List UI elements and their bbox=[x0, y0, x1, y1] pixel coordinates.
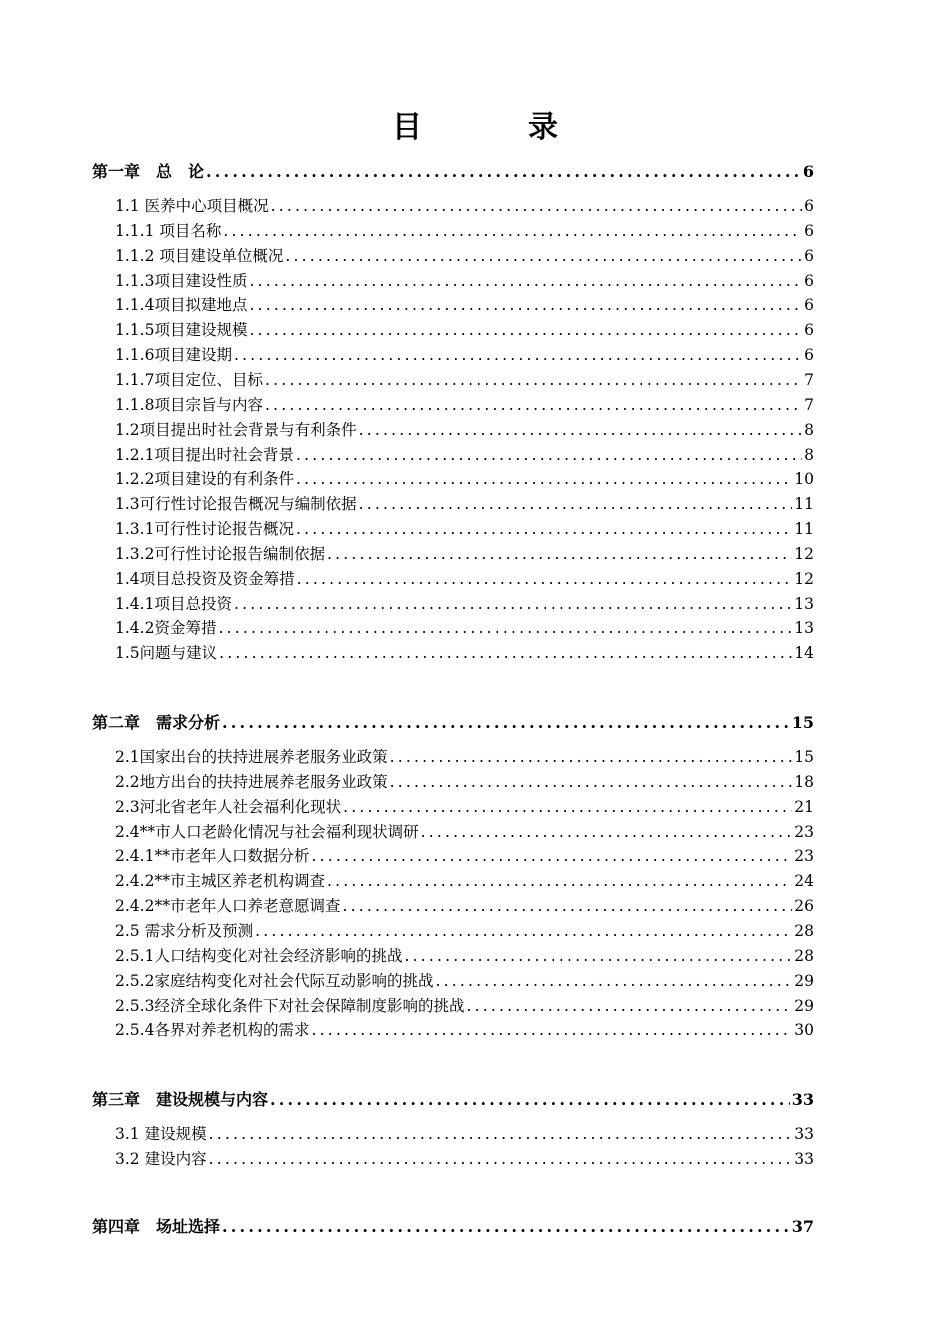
toc-chapter-entry[interactable] bbox=[92, 160, 814, 184]
toc-section-entry[interactable] bbox=[115, 592, 814, 616]
dot-leader bbox=[222, 1215, 790, 1239]
toc-section-entry[interactable] bbox=[115, 844, 814, 868]
toc-page-number: 8 bbox=[804, 445, 814, 464]
toc-entry-label: 1.1.3项目建设性质 bbox=[115, 271, 248, 290]
toc-section-entry[interactable] bbox=[115, 944, 814, 968]
toc-entry-label: 3.1 建设规模 bbox=[115, 1125, 207, 1143]
toc-section-entry[interactable] bbox=[115, 969, 814, 993]
toc-page-number: 29 bbox=[794, 996, 814, 1015]
toc-section-entry[interactable] bbox=[115, 795, 814, 819]
dot-leader bbox=[249, 318, 802, 342]
dot-leader bbox=[285, 244, 802, 268]
toc-page-number: 12 bbox=[794, 544, 814, 563]
toc-entry-label: 第三章 建设规模与内容 bbox=[92, 1090, 269, 1109]
toc-entry-label: 2.5.4各界对养老机构的需求 bbox=[115, 1021, 310, 1040]
toc-section-entry[interactable] bbox=[115, 368, 814, 392]
dot-leader bbox=[271, 194, 803, 218]
toc-page-number: 6 bbox=[804, 271, 814, 290]
toc-entry-label: 2.4.2**市主城区养老机构调查 bbox=[115, 872, 325, 891]
toc-section-entry[interactable] bbox=[115, 343, 814, 367]
dot-leader bbox=[265, 368, 802, 392]
toc-section-entry[interactable] bbox=[115, 1018, 814, 1042]
toc-entry-label: 1.3可行性讨论报告概况与编制依据 bbox=[115, 495, 357, 514]
dot-leader bbox=[219, 641, 792, 665]
toc-page-number: 29 bbox=[794, 971, 814, 990]
toc-chapter-entry[interactable] bbox=[92, 1215, 814, 1239]
toc-entry-label: 1.1.6项目建设期 bbox=[115, 346, 232, 365]
dot-leader bbox=[222, 711, 790, 735]
toc-entry-label: 2.5.3经济全球化条件下对社会保障制度影响的挑战 bbox=[115, 996, 465, 1015]
toc-page-number: 8 bbox=[804, 420, 814, 439]
toc-entry-label: 1.4项目总投资及资金筹措 bbox=[115, 569, 295, 588]
dot-leader bbox=[311, 1018, 792, 1042]
toc-entry-label: 2.4.2**市老年人口养老意愿调查 bbox=[115, 897, 341, 916]
toc-entry-label: 1.2.2项目建设的有利条件 bbox=[115, 470, 294, 489]
toc-page-number: 6 bbox=[804, 321, 814, 340]
toc-section-entry[interactable] bbox=[115, 517, 814, 541]
dot-leader bbox=[327, 869, 792, 893]
toc-entry-label: 第二章 需求分析 bbox=[92, 713, 221, 732]
dot-leader bbox=[311, 844, 792, 868]
toc-entry-label: 2.3河北省老年人社会福利化现状 bbox=[115, 797, 342, 816]
toc-entry-label: 2.4**市人口老龄化情况与社会福利现状调研 bbox=[115, 822, 419, 841]
toc-page-number: 24 bbox=[794, 872, 814, 891]
dot-leader bbox=[209, 1147, 793, 1171]
toc-section-entry[interactable] bbox=[115, 393, 814, 417]
toc-section-entry[interactable] bbox=[115, 1147, 814, 1171]
dot-leader bbox=[343, 795, 792, 819]
toc-section-entry[interactable] bbox=[115, 919, 814, 943]
toc-entry-label: 1.1.8项目宗旨与内容 bbox=[115, 395, 263, 414]
dot-leader bbox=[359, 418, 802, 442]
toc-page-number: 6 bbox=[804, 296, 814, 315]
toc-entry-label: 1.1.5项目建设规模 bbox=[115, 321, 248, 340]
toc-page-number: 23 bbox=[794, 847, 814, 866]
toc-entry-label: 2.2地方出台的扶持进展养老服务业政策 bbox=[115, 772, 388, 791]
toc-entry-label: 1.1.1 项目名称 bbox=[115, 221, 222, 240]
dot-leader bbox=[404, 944, 792, 968]
dot-leader bbox=[435, 969, 792, 993]
toc-page-number: 30 bbox=[794, 1021, 814, 1040]
toc-entry-label: 3.2 建设内容 bbox=[115, 1149, 207, 1168]
dot-leader bbox=[390, 770, 793, 794]
toc-section-entry[interactable] bbox=[115, 641, 814, 665]
dot-leader bbox=[249, 269, 802, 293]
toc-entry-label: 2.4.1**市老年人口数据分析 bbox=[115, 847, 310, 866]
toc-section-entry[interactable] bbox=[115, 894, 814, 918]
toc-entry-label: 1.3.1可行性讨论报告概况 bbox=[115, 520, 294, 539]
toc-section-entry[interactable] bbox=[115, 269, 814, 293]
toc-section-entry[interactable] bbox=[115, 318, 814, 342]
toc-page-number: 21 bbox=[794, 797, 814, 816]
toc-title: 目 录 bbox=[392, 110, 596, 145]
toc-entry-label: 2.5.1人口结构变化对社会经济影响的挑战 bbox=[115, 946, 403, 965]
dot-leader bbox=[327, 542, 792, 566]
toc-entry-label: 1.1.2 项目建设单位概况 bbox=[115, 246, 284, 265]
toc-section-entry[interactable] bbox=[115, 770, 814, 794]
toc-section-entry[interactable] bbox=[115, 244, 814, 268]
toc-section-entry[interactable] bbox=[115, 820, 814, 844]
dot-leader bbox=[223, 219, 802, 243]
toc-section-entry[interactable] bbox=[115, 219, 814, 243]
dot-leader bbox=[270, 1088, 790, 1112]
toc-page-number: 26 bbox=[794, 897, 814, 916]
toc-page-number: 13 bbox=[794, 594, 814, 613]
toc-page-number: 6 bbox=[804, 197, 814, 215]
toc-section-entry[interactable] bbox=[115, 418, 814, 442]
toc-page-number: 33 bbox=[794, 1149, 814, 1168]
toc-section-entry[interactable] bbox=[115, 492, 814, 516]
dot-leader bbox=[234, 343, 802, 367]
toc-entry-label: 第四章 场址选择 bbox=[92, 1217, 221, 1236]
dot-leader bbox=[209, 1122, 793, 1146]
toc-section-entry[interactable] bbox=[115, 293, 814, 317]
toc-page-number: 15 bbox=[791, 713, 814, 732]
dot-leader bbox=[359, 492, 793, 516]
toc-entry-label: 2.1国家出台的扶持进展养老服务业政策 bbox=[115, 748, 388, 766]
toc-page-number: 6 bbox=[802, 162, 814, 181]
toc-page-number: 28 bbox=[794, 946, 814, 965]
toc-page-number: 12 bbox=[794, 569, 814, 588]
dot-leader bbox=[206, 160, 801, 184]
dot-leader bbox=[218, 616, 792, 640]
toc-entry-label: 2.5 需求分析及预测 bbox=[115, 921, 254, 940]
toc-page-number: 33 bbox=[791, 1090, 814, 1109]
toc-chapter-entry[interactable] bbox=[92, 711, 814, 735]
toc-section-entry[interactable] bbox=[115, 542, 814, 566]
toc-chapter-entry[interactable] bbox=[92, 1088, 814, 1112]
dot-leader bbox=[249, 293, 802, 317]
toc-page-number: 7 bbox=[804, 370, 814, 389]
toc-page-number: 37 bbox=[791, 1217, 814, 1236]
toc-section-entry[interactable] bbox=[115, 1122, 814, 1146]
toc-page-number: 11 bbox=[794, 520, 814, 539]
dot-leader bbox=[390, 745, 793, 769]
dot-leader bbox=[255, 919, 792, 943]
dot-leader bbox=[342, 894, 792, 918]
toc-section-entry[interactable] bbox=[115, 994, 814, 1018]
toc-section-entry[interactable] bbox=[115, 616, 814, 640]
dot-leader bbox=[296, 467, 792, 491]
toc-entry-label: 1.4.1项目总投资 bbox=[115, 594, 232, 613]
toc-page-number: 6 bbox=[804, 246, 814, 265]
toc-entry-label: 第一章 总 论 bbox=[92, 162, 205, 181]
toc-page-number: 10 bbox=[794, 470, 814, 489]
toc-section-entry[interactable] bbox=[115, 194, 814, 218]
toc-section-entry[interactable] bbox=[115, 443, 814, 467]
toc-entry-label: 2.5.2家庭结构变化对社会代际互动影响的挑战 bbox=[115, 971, 434, 990]
dot-leader bbox=[296, 517, 792, 541]
toc-page-number: 14 bbox=[794, 644, 814, 663]
dot-leader bbox=[234, 592, 792, 616]
toc-page-number: 11 bbox=[794, 495, 814, 514]
toc-page-number: 18 bbox=[794, 772, 814, 791]
toc-entry-label: 1.5问题与建议 bbox=[115, 644, 218, 663]
toc-entry-label: 1.2项目提出时社会背景与有利条件 bbox=[115, 420, 357, 439]
toc-section-entry[interactable] bbox=[115, 567, 814, 591]
toc-page-number: 6 bbox=[804, 346, 814, 365]
dot-leader bbox=[297, 567, 793, 591]
dot-leader bbox=[421, 820, 793, 844]
toc-page-number: 28 bbox=[794, 921, 814, 940]
toc-page-number: 15 bbox=[794, 748, 814, 766]
toc-section-entry[interactable] bbox=[115, 745, 814, 769]
dot-leader bbox=[466, 994, 792, 1018]
toc-page-number: 6 bbox=[804, 221, 814, 240]
toc-entry-label: 1.4.2资金筹措 bbox=[115, 619, 217, 638]
dot-leader bbox=[265, 393, 802, 417]
toc-entry-label: 1.1.4项目拟建地点 bbox=[115, 296, 248, 315]
toc-entry-label: 1.1 医养中心项目概况 bbox=[115, 197, 269, 215]
toc-page-number: 7 bbox=[804, 395, 814, 414]
dot-leader bbox=[296, 443, 802, 467]
toc-page-number: 13 bbox=[794, 619, 814, 638]
toc-entry-label: 1.2.1项目提出时社会背景 bbox=[115, 445, 294, 464]
toc-entry-label: 1.3.2可行性讨论报告编制依据 bbox=[115, 544, 325, 563]
toc-entry-label: 1.1.7项目定位、目标 bbox=[115, 370, 263, 389]
toc-page-number: 23 bbox=[794, 822, 814, 841]
toc-page-number: 33 bbox=[794, 1125, 814, 1143]
toc-section-entry[interactable] bbox=[115, 467, 814, 491]
toc-section-entry[interactable] bbox=[115, 869, 814, 893]
